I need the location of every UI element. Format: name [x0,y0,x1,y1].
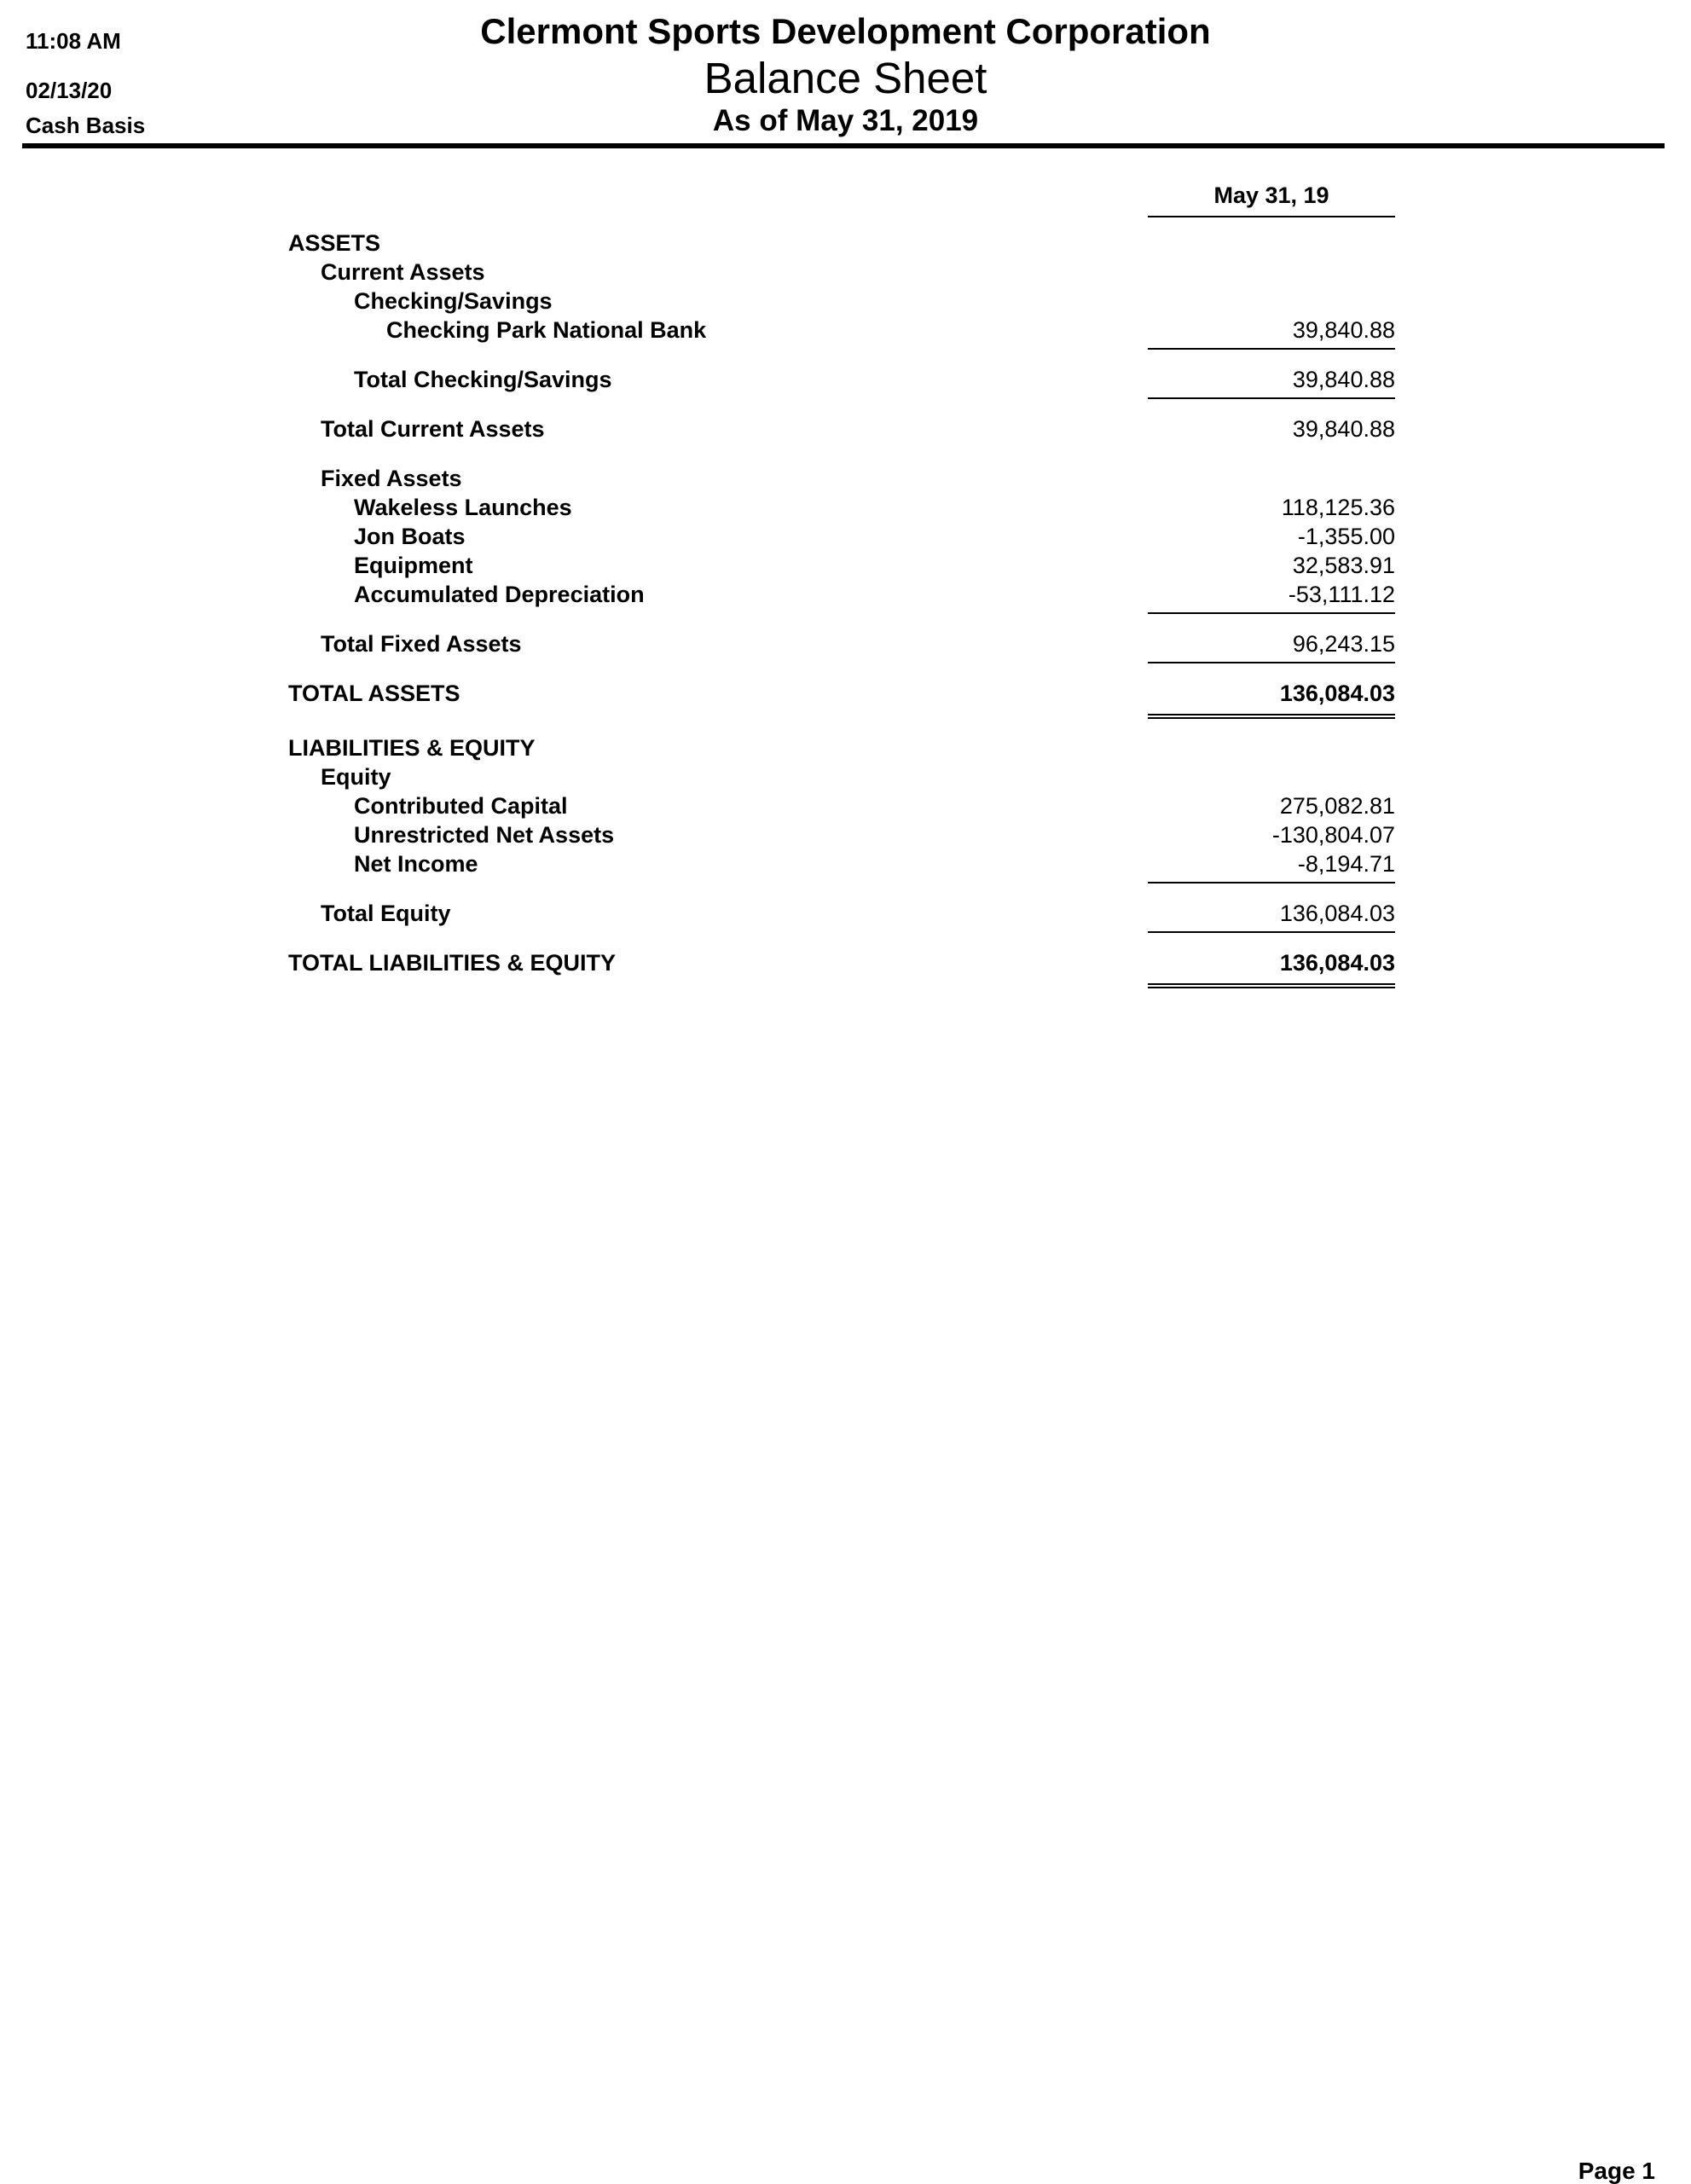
report-time: 11:08 AM [26,28,121,54]
row-label: Net Income [354,851,478,877]
row-label: Total Current Assets [321,416,545,442]
line-item-jon-boats [0,522,1691,551]
subtotal-rule [1148,882,1395,883]
total-assets [0,679,1691,708]
row-label: Unrestricted Net Assets [354,822,615,848]
line-item-net-income [0,849,1691,878]
total-checking-savings [0,365,1691,394]
header-divider [22,143,1665,148]
row-label: Fixed Assets [321,466,462,491]
row-label: ASSETS [288,230,381,256]
row-label: TOTAL ASSETS [288,681,460,706]
grand-total-double-rule [1148,714,1395,719]
row-label: Total Equity [321,901,451,926]
subtotal-rule [1148,397,1395,399]
subtotal-rule [1148,931,1395,933]
line-item-accumulated-depreciation [0,580,1691,609]
report-title: Balance Sheet [704,54,987,102]
row-label: Checking Park National Bank [386,317,707,343]
row-amount: -8,194.71 [1297,851,1395,877]
total-equity [0,899,1691,928]
subtotal-rule [1148,348,1395,350]
total-current-assets [0,414,1691,443]
row-amount: -53,111.12 [1288,582,1395,607]
report-as-of-date: As of May 31, 2019 [712,104,979,137]
line-item-checking-park-national-bank [0,316,1691,345]
row-label: Total Checking/Savings [354,367,612,392]
subtotal-rule [1148,662,1395,663]
line-item-unrestricted-net-assets [0,820,1691,849]
row-amount: 39,840.88 [1292,317,1395,343]
row-label: Equipment [354,553,473,578]
row-amount: -1,355.00 [1297,524,1395,549]
row-amount: -130,804.07 [1271,822,1395,848]
line-item-contributed-capital [0,791,1691,820]
row-label: Wakeless Launches [354,495,572,520]
row-label: Total Fixed Assets [321,631,522,657]
column-header-period: May 31, 19 [1213,182,1329,208]
group-heading-checking-savings [0,287,1691,316]
group-heading-current-assets [0,258,1691,287]
page-number: Page 1 [1578,2158,1655,2184]
row-amount: 136,084.03 [1279,681,1395,706]
row-amount: 96,243.15 [1292,631,1395,657]
line-item-equipment [0,551,1691,580]
row-label: Current Assets [321,259,485,285]
row-amount: 275,082.81 [1279,793,1395,819]
group-heading-equity [0,762,1691,791]
section-heading-assets [0,229,1691,258]
row-amount: 39,840.88 [1292,367,1395,392]
line-item-wakeless-launches [0,493,1691,522]
row-amount: 136,084.03 [1279,901,1395,926]
section-heading-liabilities-equity [0,733,1691,762]
row-amount: 39,840.88 [1292,416,1395,442]
row-amount: 32,583.91 [1292,553,1395,578]
row-label: Checking/Savings [354,288,553,314]
row-amount: 136,084.03 [1279,950,1395,976]
subtotal-rule [1148,612,1395,614]
row-label: LIABILITIES & EQUITY [288,735,536,761]
company-name: Clermont Sports Development Corporation [480,11,1211,51]
row-label: Jon Boats [354,524,466,549]
grand-total-double-rule [1148,983,1395,988]
report-date: 02/13/20 [26,78,113,103]
row-label: Equity [321,764,391,790]
row-amount: 118,125.36 [1281,495,1395,520]
row-label: Contributed Capital [354,793,568,819]
total-liabilities-equity [0,948,1691,977]
column-header-underline [1148,216,1395,217]
row-label: TOTAL LIABILITIES & EQUITY [288,950,617,976]
group-heading-fixed-assets [0,464,1691,493]
report-basis: Cash Basis [26,113,146,138]
row-label: Accumulated Depreciation [354,582,645,607]
total-fixed-assets [0,629,1691,658]
